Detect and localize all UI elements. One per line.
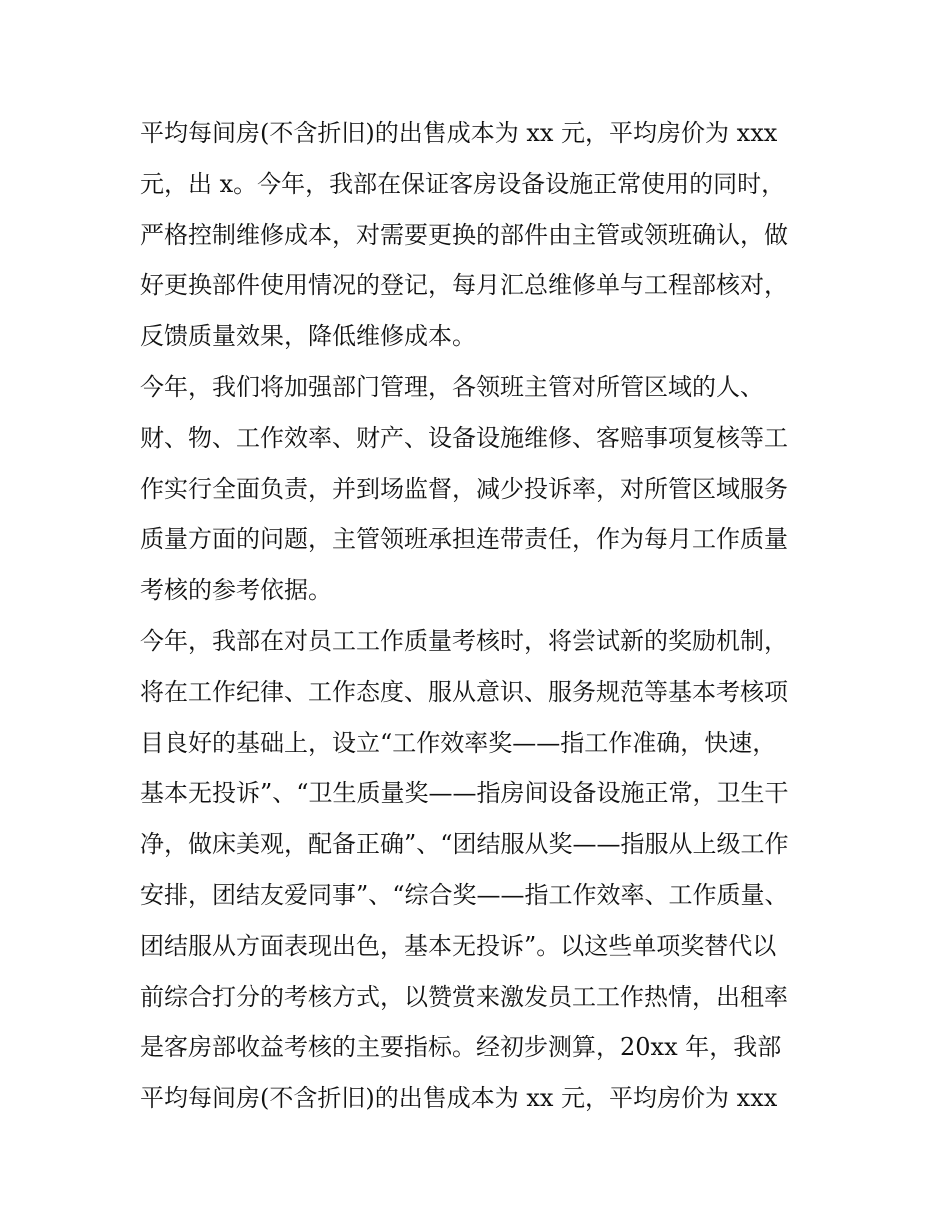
- text-line: 财、物、工作效率、财产、设备设施维修、客赔事项复核等工: [140, 423, 788, 452]
- text-line: 目良好的基础上，设立“工作效率奖——指工作准确，快速，: [140, 728, 777, 757]
- text-line: 是客房部收益考核的主要指标。经初步测算，20xx 年，我部: [140, 1033, 782, 1062]
- text-line: 今年，我们将加强部门管理，各领班主管对所管区域的人、: [140, 372, 764, 401]
- text-line: 将在工作纪律、工作态度、服从意识、服务规范等基本考核项: [140, 677, 788, 706]
- text-line: 基本无投诉”、“卫生质量奖——指房间设备设施正常，卫生干: [140, 779, 789, 808]
- text-line: 反馈质量效果，降低维修成本。: [140, 322, 476, 351]
- text-line: 前综合打分的考核方式，以赞赏来激发员工工作热情，出租率: [140, 982, 788, 1011]
- text-line: 今年，我部在对员工工作质量考核时，将尝试新的奖励机制，: [140, 626, 788, 655]
- text-line: 作实行全面负责，并到场监督，减少投诉率，对所管区域服务: [140, 474, 788, 503]
- text-line: 团结服从方面表现出色，基本无投诉”。以这些单项奖替代以: [140, 931, 777, 960]
- text-line: 好更换部件使用情况的登记，每月汇总维修单与工程部核对，: [140, 271, 788, 300]
- text-line: 净，做床美观，配备正确”、“团结服从奖——指服从上级工作: [140, 830, 789, 859]
- document-body: [140, 108, 830, 1124]
- text-line: 平均每间房(不含折旧)的出售成本为 xx 元，平均房价为 xxx: [140, 119, 778, 147]
- text-line: 平均每间房(不含折旧)的出售成本为 xx 元，平均房价为 xxx: [140, 1084, 778, 1113]
- text-line: 严格控制维修成本，对需要更换的部件由主管或领班确认，做: [140, 220, 788, 249]
- text-line: 元，出 x。今年，我部在保证客房设备设施正常使用的同时，: [140, 169, 786, 198]
- text-line: 考核的参考依据。: [140, 576, 332, 605]
- text-line: 质量方面的问题，主管领班承担连带责任，作为每月工作质量: [140, 525, 788, 554]
- text-line: 安排，团结友爱同事”、“综合奖——指工作效率、工作质量、: [140, 880, 789, 909]
